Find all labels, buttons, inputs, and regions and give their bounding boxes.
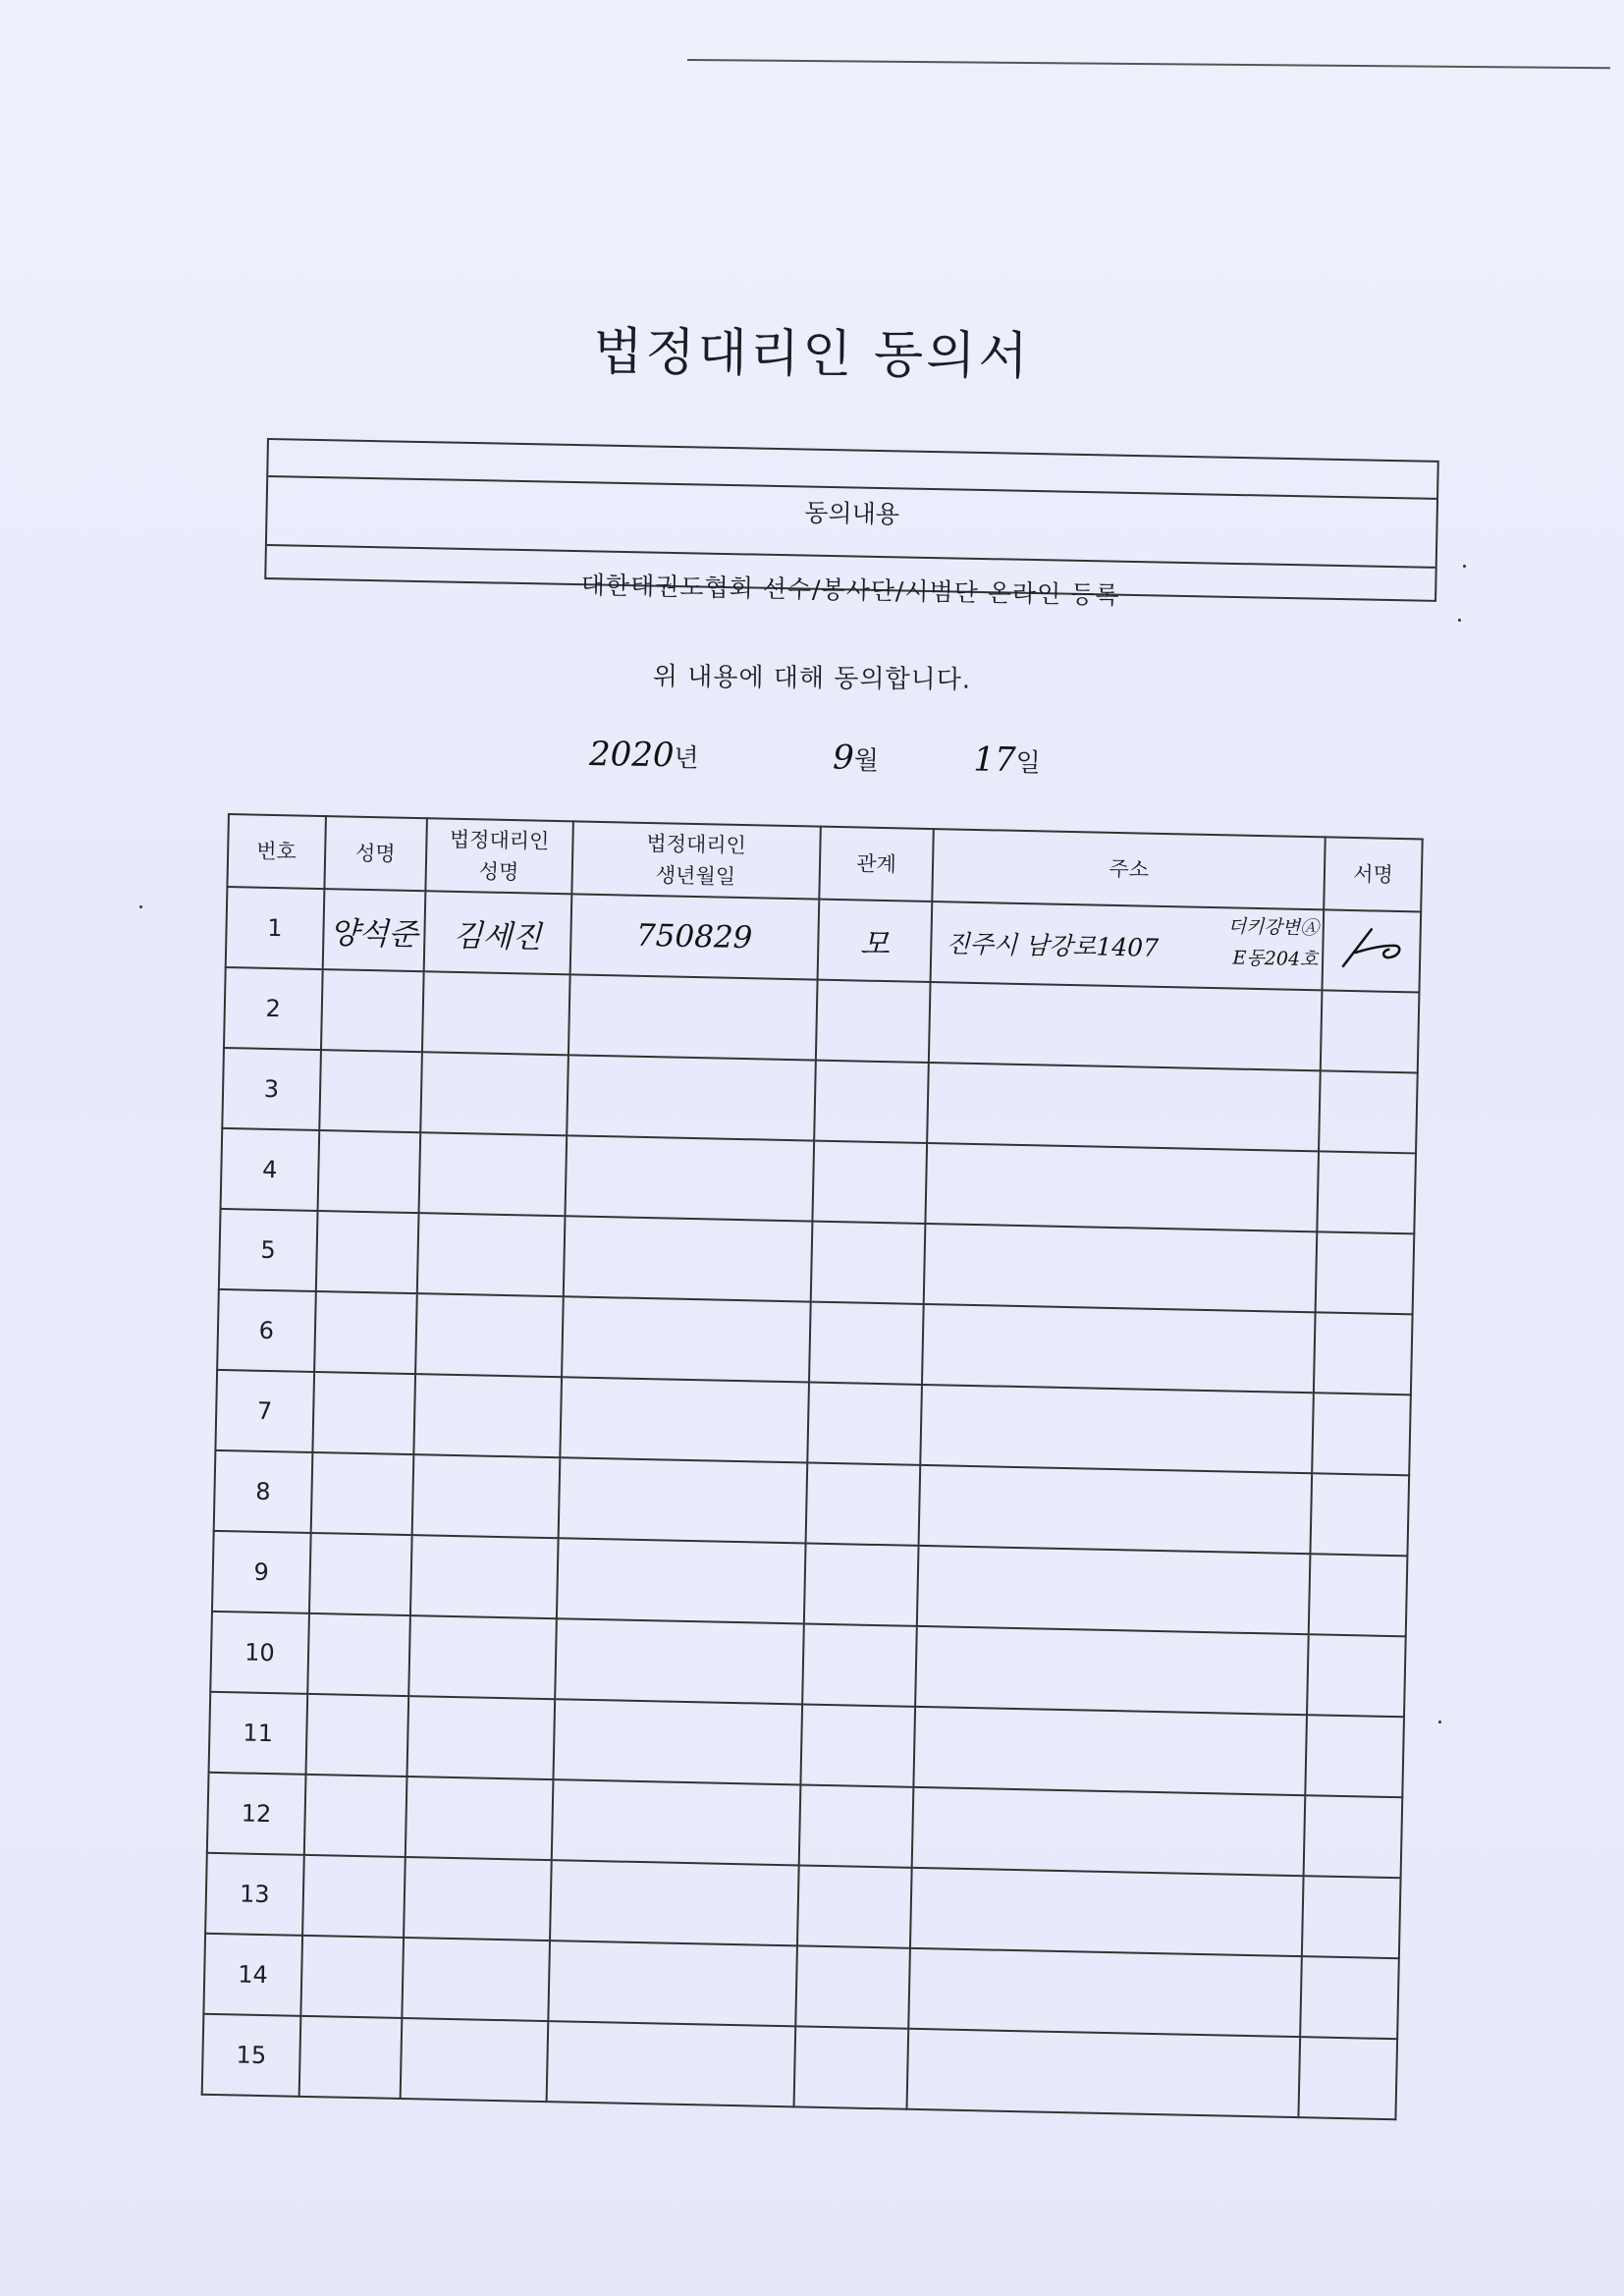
row-no: 6 xyxy=(217,1289,315,1372)
row-no: 12 xyxy=(207,1773,305,1855)
row-guardian-name: 김세진 xyxy=(423,891,571,974)
row-signature xyxy=(1323,909,1421,992)
scan-speck xyxy=(1463,565,1466,568)
header-name: 성명 xyxy=(324,816,426,891)
row-relation: 모 xyxy=(817,900,932,982)
header-guardian-name-line1: 법정대리인 xyxy=(449,827,550,853)
row-no: 2 xyxy=(224,967,322,1050)
row-no: 11 xyxy=(209,1692,307,1775)
consent-body: 대한태권도협회 선수/봉사단/시범단 온라인 등록 xyxy=(266,544,1435,618)
header-guardian-birth xyxy=(571,821,821,899)
row-no: 13 xyxy=(205,1853,303,1936)
header-guardian-name-line2: 성명 xyxy=(478,859,519,885)
row-no: 8 xyxy=(214,1450,312,1533)
header-relation: 관계 xyxy=(819,827,934,902)
row-no: 3 xyxy=(222,1048,320,1130)
row-address-note xyxy=(1227,910,1320,975)
registration-table xyxy=(201,813,1424,2120)
row-address-main: 진주시 남강로1407 xyxy=(946,929,1160,962)
document-title: 법정대리인 동의서 xyxy=(592,322,1031,387)
agreement-statement: 위 내용에 대해 동의합니다. xyxy=(652,662,972,695)
consent-box xyxy=(264,438,1439,610)
date-day-value: 17 xyxy=(973,739,1016,781)
date-year-value: 2020 xyxy=(588,735,675,776)
header-guardian-birth-line2: 생년월일 xyxy=(655,863,736,889)
header-no: 번호 xyxy=(227,814,325,889)
header-guardian-birth-line1: 법정대리인 xyxy=(646,831,747,858)
row-no: 9 xyxy=(212,1531,310,1613)
scan-speck xyxy=(1438,1721,1441,1723)
date-line xyxy=(589,735,1041,780)
row-guardian-birth: 750829 xyxy=(569,894,819,979)
row-no: 10 xyxy=(210,1612,308,1694)
row-no: 7 xyxy=(215,1370,313,1452)
consent-header: 동의내용 xyxy=(267,475,1436,567)
date-day-unit: 일 xyxy=(1015,748,1041,779)
registration-table-wrap xyxy=(201,813,1424,2101)
row-address-extra-2: E동204호 xyxy=(1232,947,1319,971)
header-guardian-name xyxy=(425,818,573,894)
row-no: 5 xyxy=(219,1209,317,1291)
header-address: 주소 xyxy=(933,829,1326,909)
handwritten-signature xyxy=(1336,923,1406,973)
scan-speck xyxy=(139,905,142,908)
row-name: 양석준 xyxy=(322,889,425,971)
row-address xyxy=(931,902,1325,990)
row-no: 1 xyxy=(226,887,324,969)
date-year-unit: 년 xyxy=(674,743,699,774)
scan-speck xyxy=(1458,619,1461,622)
row-no: 14 xyxy=(203,1934,301,2016)
date-month-unit: 월 xyxy=(853,745,880,777)
header-signature: 서명 xyxy=(1324,837,1422,911)
date-month-value: 9 xyxy=(832,738,855,778)
row-address-extra-1: 더키강변Ⓐ xyxy=(1227,915,1320,940)
row-no: 4 xyxy=(221,1128,319,1211)
top-edge-rule xyxy=(687,59,1610,69)
row-no: 15 xyxy=(202,2014,300,2097)
